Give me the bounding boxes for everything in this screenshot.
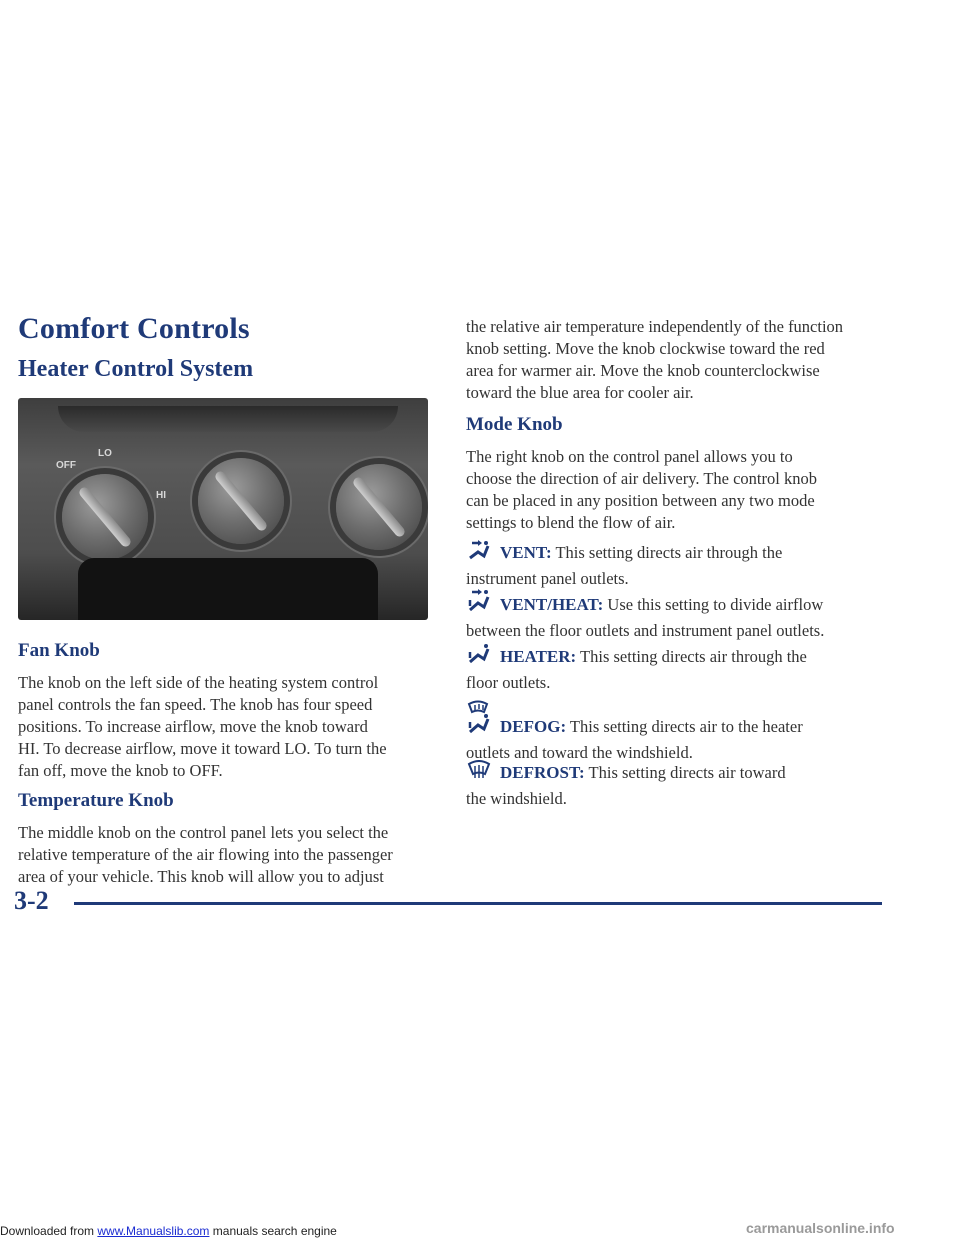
- photo-panel-top: [58, 406, 398, 432]
- fan-line-1: The knob on the left side of the heating system control: [18, 673, 379, 692]
- defrost-label: DEFROST:: [500, 763, 585, 782]
- photo-label-off: OFF: [56, 460, 76, 471]
- photo-label-lo: LO: [98, 448, 112, 459]
- vent-heat-item: [466, 588, 886, 642]
- defog-label: DEFOG:: [500, 717, 567, 736]
- temp-cont-line-1: the relative air temperature independently of the function: [466, 317, 844, 336]
- footer-suffix: manuals search engine: [209, 1224, 337, 1238]
- heater-control-photo: [18, 398, 428, 620]
- fan-line-3: positions. To increase airflow, move the knob toward: [18, 717, 368, 736]
- vent-heat-label: VENT/HEAT:: [500, 595, 604, 614]
- temperature-knob-title: Temperature Knob: [18, 790, 174, 811]
- heater-label: HEATER:: [500, 647, 577, 666]
- temp-line-3: area of your vehicle. This knob will allow you to adjust: [18, 867, 384, 886]
- mode-knob-image: [336, 464, 422, 550]
- fan-line-4: HI. To decrease airflow, move it toward LO. To turn the: [18, 739, 387, 758]
- section-heading: Heater Control System: [18, 356, 254, 382]
- vent-label: VENT:: [500, 543, 552, 562]
- page-rule: [74, 902, 882, 905]
- page-number: 3-2: [14, 886, 49, 915]
- fan-line-2: panel controls the fan speed. The knob has four speed: [18, 695, 373, 714]
- temp-cont-line-2: knob setting. Move the knob clockwise toward the red: [466, 339, 825, 358]
- watermark-carmanualsonline: carmanualsonline.info: [746, 1220, 895, 1236]
- temp-cont-line-4: toward the blue area for cooler air.: [466, 383, 694, 402]
- fan-knob-title: Fan Knob: [18, 640, 100, 661]
- vent-icon: [466, 538, 492, 568]
- page-heading: Comfort Controls: [18, 312, 250, 345]
- photo-label-hi: HI: [156, 490, 166, 501]
- manualslib-link[interactable]: www.Manualslib.com: [97, 1224, 210, 1238]
- defog-icon: [466, 700, 492, 742]
- defrost-icon: [466, 760, 492, 788]
- vent-heat-text-2: between the floor outlets and instrument panel outlets.: [466, 621, 825, 640]
- footer-prefix: Downloaded from: [0, 1224, 98, 1238]
- fan-knob-image: [62, 474, 148, 560]
- mode-line-3: can be placed in any position between any two mode: [466, 491, 815, 510]
- mode-line-1: The right knob on the control panel allows you to: [466, 447, 793, 466]
- heater-item: [466, 642, 886, 694]
- defog-text-1: This setting directs air to the heater: [566, 717, 803, 736]
- fan-line-5: fan off, move the knob to OFF.: [18, 761, 223, 780]
- heater-icon: [466, 642, 492, 672]
- photo-lower-panel: [78, 558, 378, 620]
- defog-item: [466, 700, 886, 764]
- vent-text-1: This setting directs air through the: [551, 543, 783, 562]
- temp-cont-line-3: area for warmer air. Move the knob counterclockwise: [466, 361, 820, 380]
- defrost-text-2: the windshield.: [466, 789, 567, 808]
- vent-heat-text-1: Use this setting to divide airflow: [603, 595, 824, 614]
- temperature-knob-image: [198, 458, 284, 544]
- temp-line-2: relative temperature of the air flowing into the passenger: [18, 845, 393, 864]
- defrost-item: [466, 760, 886, 810]
- mode-line-2: choose the direction of air delivery. The control knob: [466, 469, 817, 488]
- footer-download-note: [0, 1224, 337, 1238]
- heater-text-2: floor outlets.: [466, 673, 551, 692]
- bilevel-icon: [466, 588, 492, 620]
- mode-knob-title: Mode Knob: [466, 414, 563, 435]
- vent-item: [466, 538, 886, 590]
- mode-line-4: settings to blend the flow of air.: [466, 513, 676, 532]
- defrost-text-1: This setting directs air toward: [584, 763, 786, 782]
- heater-text-1: This setting directs air through the: [576, 647, 807, 666]
- temp-line-1: The middle knob on the control panel lets you select the: [18, 823, 389, 842]
- vent-text-2: instrument panel outlets.: [466, 569, 629, 588]
- defog-text-2: outlets and toward the windshield.: [466, 743, 693, 762]
